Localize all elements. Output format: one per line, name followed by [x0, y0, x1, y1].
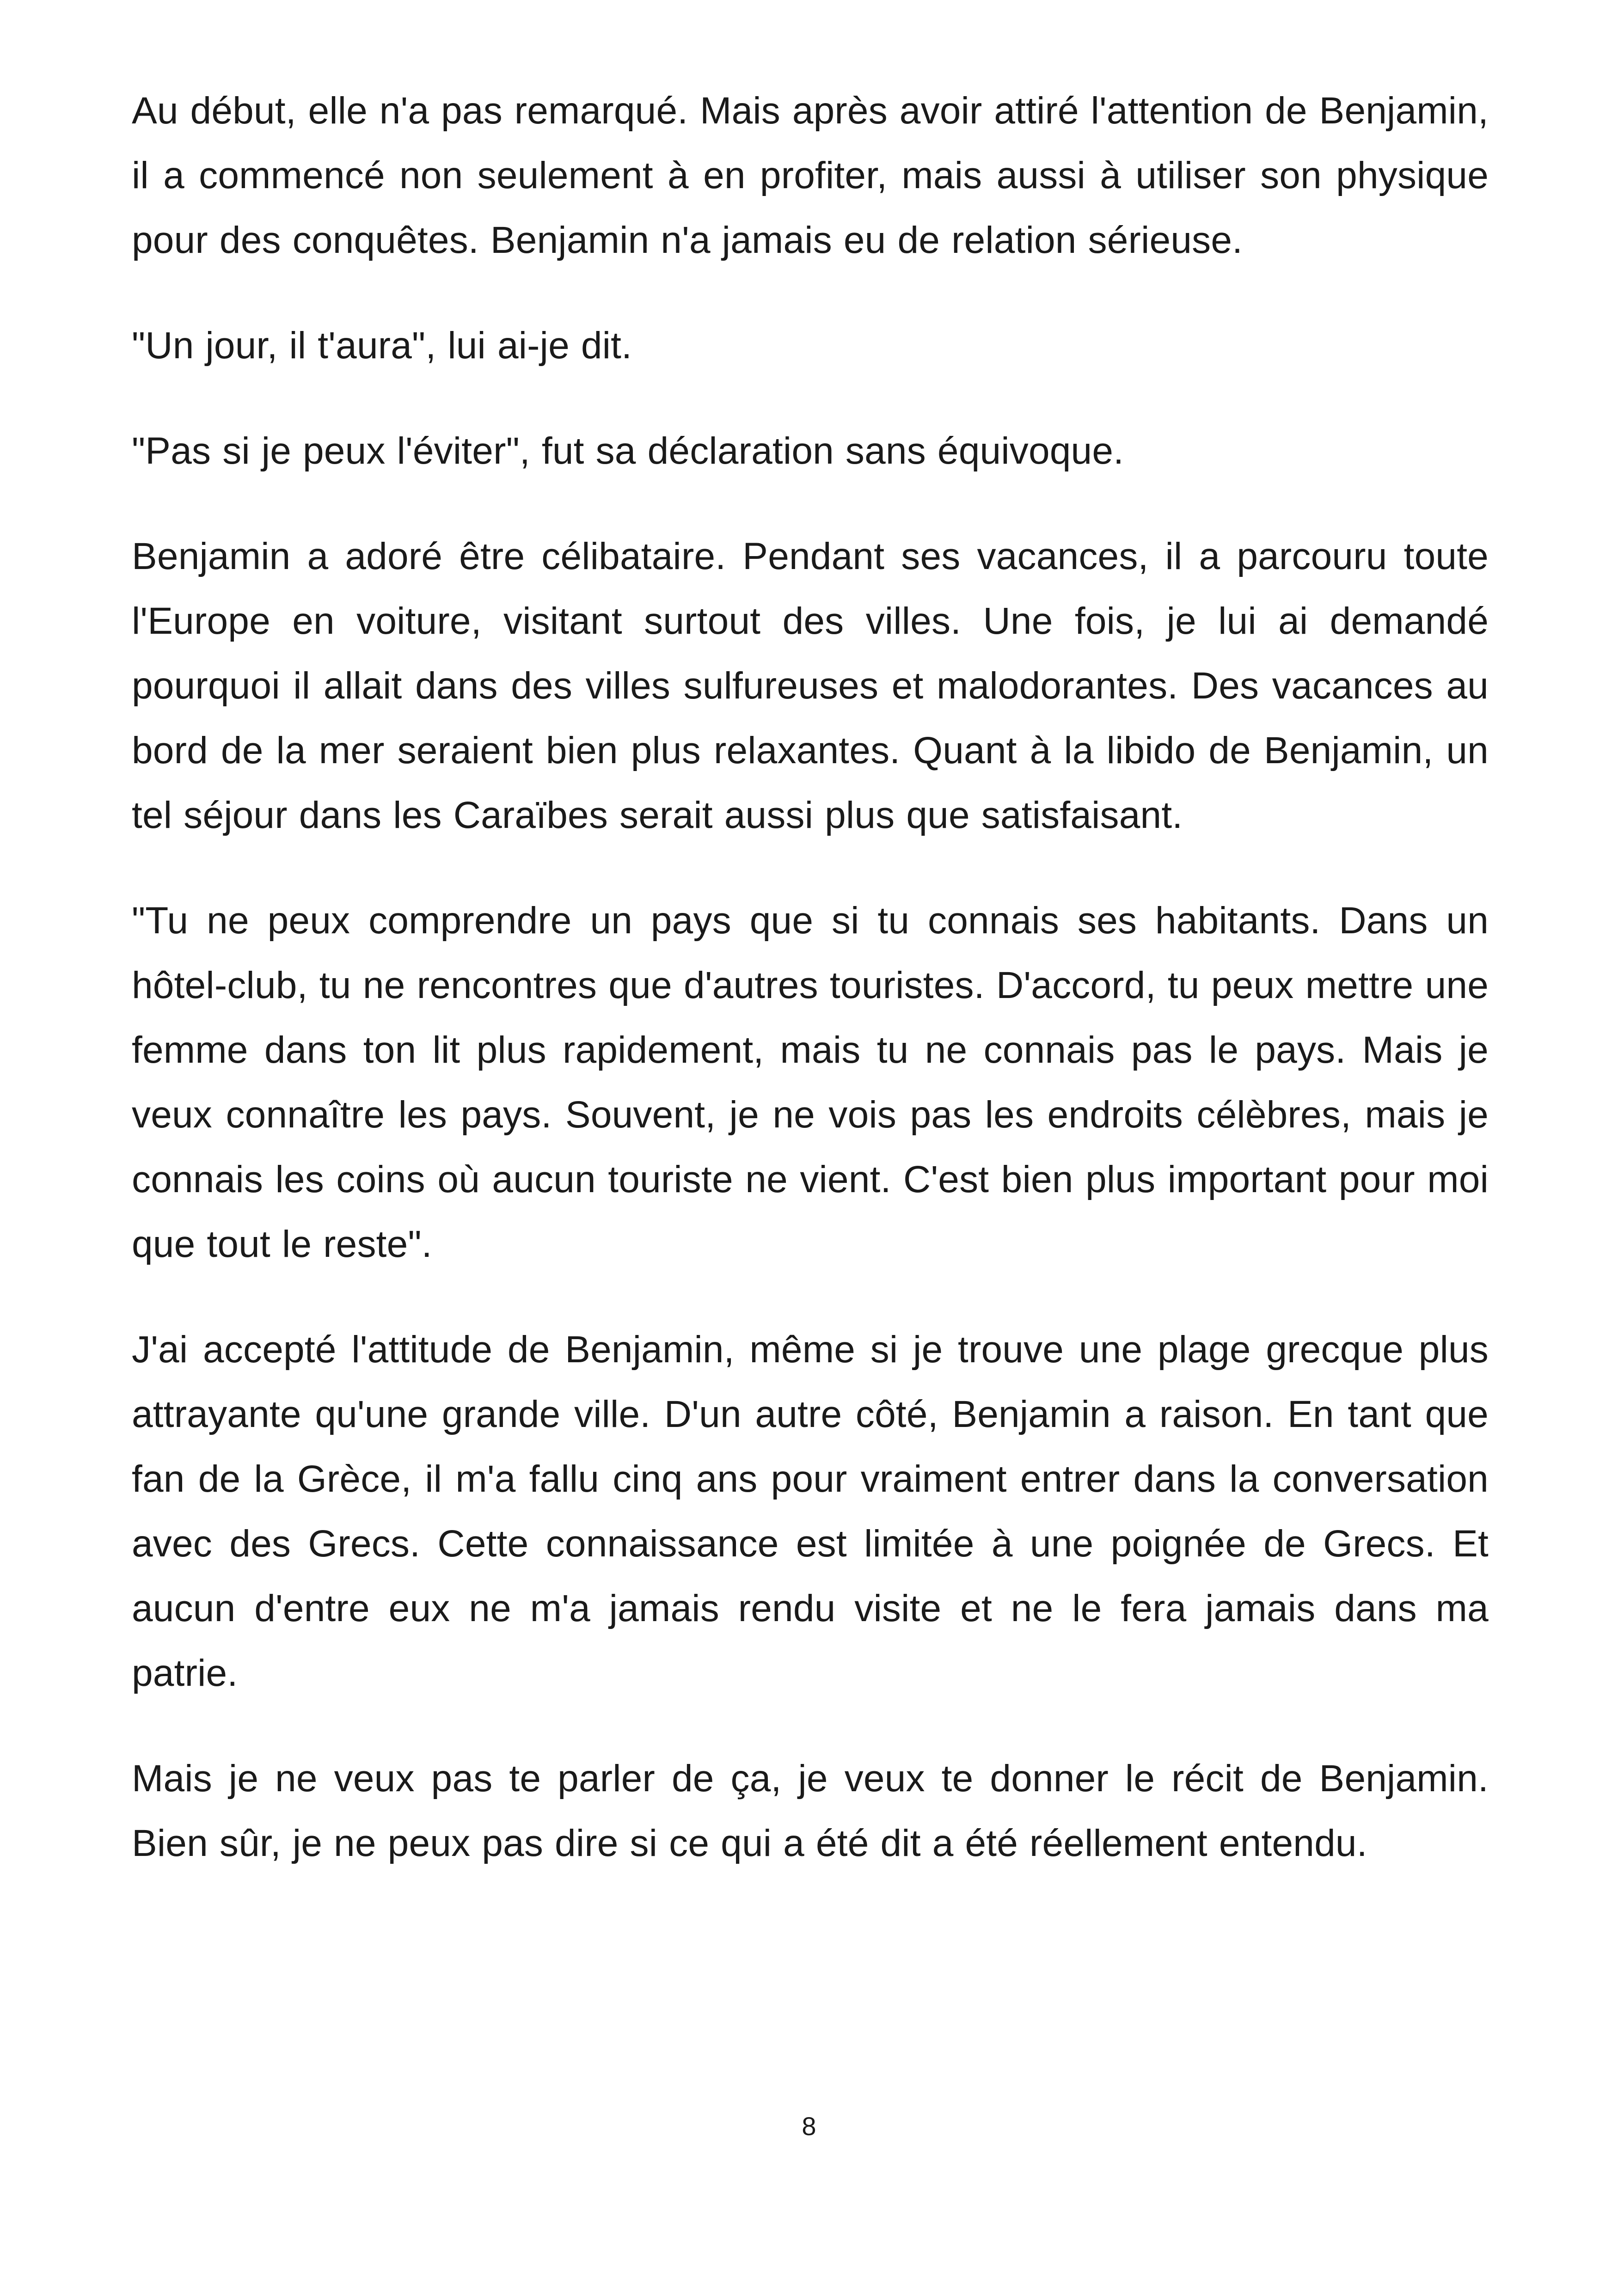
- paragraph: Benjamin a adoré être célibataire. Pendant ses vacances, il a parcouru toute l'Europe en voiture, visitant surtout des villes. Une fois, je lui ai demandé pourquoi il allait dans des villes sulfureuses et malodorantes. Des vacances au bord de la mer seraient bien plus relaxantes. Quant à la libido de Benjamin, un tel séjour dans les Caraïbes serait aussi plus que satisfaisant.: [132, 535, 1489, 836]
- paragraph: "Un jour, il t'aura", lui ai-je dit.: [132, 325, 632, 367]
- paragraph: Mais je ne veux pas te parler de ça, je veux te donner le récit de Benjamin. Bien sûr, je ne peux pas dire si ce qui a été dit a été réellement entendu.: [132, 1757, 1489, 1864]
- paragraph: J'ai accepté l'attitude de Benjamin, même si je trouve une plage grecque plus attrayante qu'une grande ville. D'un autre côté, Benjamin a raison. En tant que fan de la Grèce, il m'a fallu cinq ans pour vraiment entrer dans la conversation avec des Grecs. Cette connaissance est limitée à une poignée de Grecs. Et aucun d'entre eux ne m'a jamais rendu visite et ne le fera jamais dans ma patrie.: [132, 1329, 1489, 1694]
- paragraph: Au début, elle n'a pas remarqué. Mais après avoir attiré l'attention de Benjamin, il a commencé non seulement à en profiter, mais aussi à utiliser son physique pour des conquêtes. Benjamin n'a jamais eu de relation sérieuse.: [132, 90, 1489, 261]
- page-body: [132, 79, 1489, 1916]
- paragraph: "Pas si je peux l'éviter", fut sa déclaration sans équivoque.: [132, 430, 1124, 472]
- paragraph: "Tu ne peux comprendre un pays que si tu connais ses habitants. Dans un hôtel-club, tu ne rencontres que d'autres touristes. D'accord, tu peux mettre une femme dans ton lit plus rapidement, mais tu ne connais pas le pays. Mais je veux connaître les pays. Souvent, je ne vois pas les endroits célèbres, mais je connais les coins où aucun touriste ne vient. C'est bien plus important pour moi que tout le reste".: [132, 900, 1489, 1265]
- page-number: 8: [802, 2112, 816, 2141]
